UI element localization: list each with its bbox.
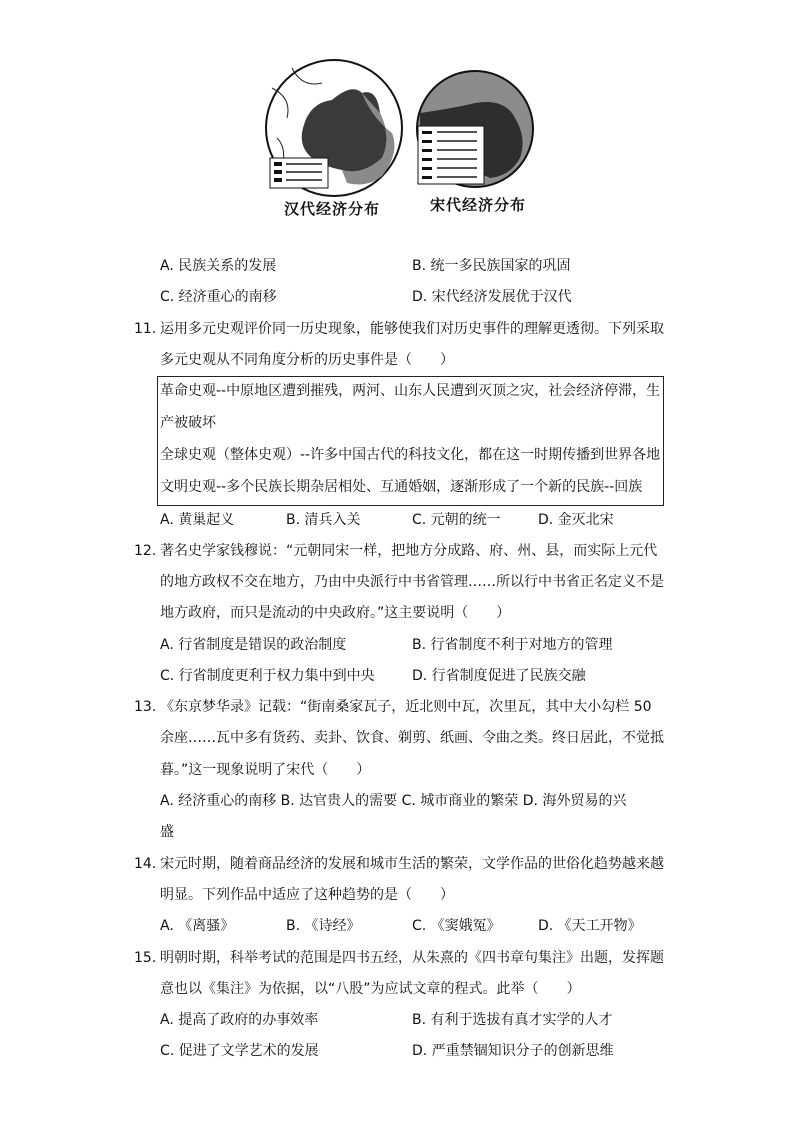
q12-option-a: A. 行省制度是错误的政治制度 (160, 637, 347, 653)
q15-option-b: B. 有利于选拔有真才实学的人才 (412, 1012, 613, 1028)
q11-option-d: D. 金灭北宋 (538, 512, 614, 528)
q12-option-d: D. 行省制度促进了民族交融 (412, 668, 586, 684)
q11-number: 11. (134, 321, 157, 337)
han-economy-map (262, 58, 408, 198)
q15-option-d: D. 严重禁锢知识分子的创新思维 (412, 1043, 614, 1059)
q11-option-a: A. 黄巢起义 (160, 512, 235, 528)
q13-number: 13. (134, 699, 157, 715)
q11-box-line: 产被破坏 (160, 415, 216, 431)
q11-option-c: C. 元朝的统一 (412, 512, 501, 528)
q13-options-wrap: 盛 (160, 824, 174, 840)
song-map-caption: 宋代经济分布 (430, 196, 527, 214)
q13-stem-line: 余座……瓦中多有货药、卖卦、饮食、剃剪、纸画、令曲之类。终日居此，不觉抵 (160, 730, 664, 746)
q14-stem-line: 明显。下列作品中适应了这种趋势的是（ ） (160, 887, 454, 903)
q12-number: 12. (134, 543, 157, 559)
q14-stem-line: 宋元时期，随着商品经济的发展和城市生活的繁荣，文学作品的世俗化趋势越来越 (160, 856, 664, 872)
q15-option-a: A. 提高了政府的办事效率 (160, 1012, 319, 1028)
q14-option-c: C. 《窦娥冤》 (412, 918, 501, 934)
q15-stem-line: 明朝时期，科举考试的范围是四书五经，从朱熹的《四书章句集注》出题，发挥题 (160, 950, 664, 966)
q14-number: 14. (134, 856, 157, 872)
q10-option-b: B. 统一多民族国家的巩固 (412, 258, 571, 274)
q12-stem-line: 的地方政权不交在地方，乃由中央派行中书省管理……所以行中书省正名定义不是 (160, 574, 664, 590)
q10-option-a: A. 民族关系的发展 (160, 258, 277, 274)
q11-box-line: 革命史观--中原地区遭到摧残，两河、山东人民遭到灭顶之灾，社会经济停滞，生 (160, 383, 661, 399)
q15-stem-line: 意也以《集注》为依据，以“八股”为应试文章的程式。此举（ ） (160, 981, 581, 997)
q14-option-b: B. 《诗经》 (286, 918, 361, 934)
q11-stem-line: 多元史观从不同角度分析的历史事件是（ ） (160, 352, 454, 368)
q13-options: A. 经济重心的南移 B. 达官贵人的需要 C. 城市商业的繁荣 D. 海外贸易的兴 (160, 793, 627, 809)
q14-option-a: A. 《离骚》 (160, 918, 235, 934)
q15-number: 15. (134, 950, 157, 966)
q11-stem-line: 运用多元史观评价同一历史现象，能够使我们对历史事件的理解更透彻。下列采取 (160, 321, 664, 337)
q14-option-d: D. 《天工开物》 (538, 918, 642, 934)
q10-option-c: C. 经济重心的南移 (160, 289, 277, 305)
q13-stem-line: 暮。”这一现象说明了宋代（ ） (160, 762, 371, 778)
q12-stem-line: 地方政府，而只是流动的中央政府。”这主要说明（ ） (160, 605, 511, 621)
q15-option-c: C. 促进了文学艺术的发展 (160, 1043, 319, 1059)
q11-option-b: B. 清兵入关 (286, 512, 361, 528)
song-economy-map (415, 68, 537, 192)
q11-box-line: 文明史观--多个民族长期杂居相处、互通婚姻，逐渐形成了一个新的民族--回族 (160, 479, 643, 495)
q11-box-line: 全球史观（整体史观）--许多中国古代的科技文化，都在这一时期传播到世界各地 (160, 447, 661, 463)
q12-option-b: B. 行省制度不利于对地方的管理 (412, 637, 613, 653)
q10-option-d: D. 宋代经济发展优于汉代 (412, 289, 572, 305)
q12-option-c: C. 行省制度更利于权力集中到中央 (160, 668, 375, 684)
han-map-caption: 汉代经济分布 (284, 200, 381, 218)
q13-stem-line: 《东京梦华录》记载：“街南桑家瓦子，近北则中瓦，次里瓦，其中大小勾栏 50 (160, 699, 652, 715)
q12-stem-line: 著名史学家钱穆说：“元朝同宋一样，把地方分成路、府、州、县，而实际上元代 (160, 543, 658, 559)
